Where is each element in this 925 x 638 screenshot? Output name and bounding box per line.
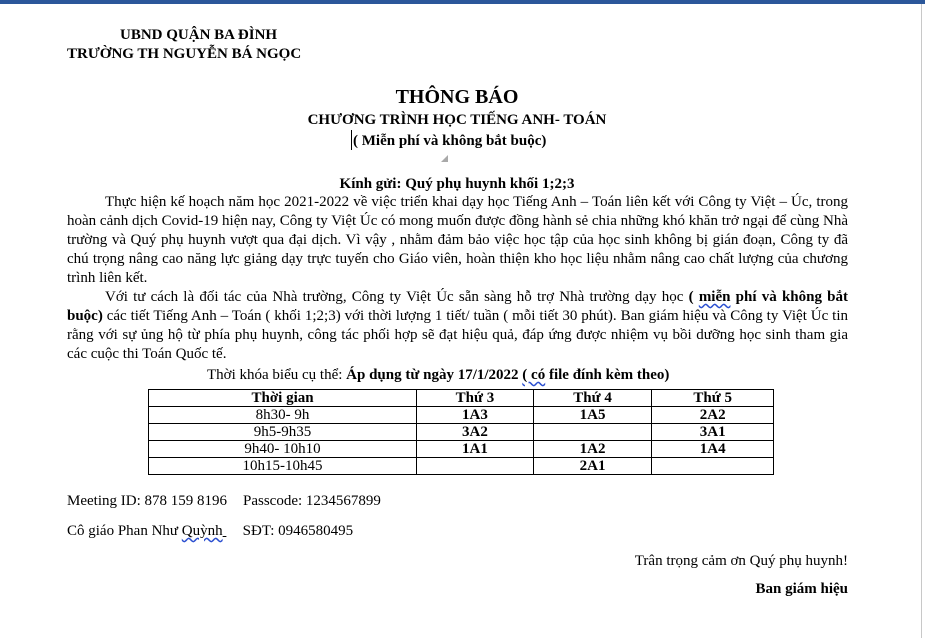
contact-name: Quỳnh bbox=[181, 523, 223, 539]
cell-time: 10h15-10h45 bbox=[149, 458, 417, 475]
contact-line bbox=[67, 522, 353, 540]
org-line-1: UBND QUẬN BA ĐÌNH bbox=[120, 27, 278, 43]
cell-class: 1A1 bbox=[417, 441, 534, 458]
meeting-id: Meeting ID: 878 159 8196 bbox=[67, 493, 227, 509]
cell-class: 2A1 bbox=[533, 458, 652, 475]
cell-class: 1A5 bbox=[533, 407, 652, 424]
meeting-info bbox=[67, 492, 381, 510]
document-title: THÔNG BÁO bbox=[395, 86, 519, 108]
cell-class bbox=[652, 458, 774, 475]
schedule-intro-tail: file đính kèm theo) bbox=[545, 367, 670, 383]
cell-class: 1A3 bbox=[417, 407, 534, 424]
contact-phone: SĐT: 0946580495 bbox=[242, 523, 354, 539]
header-tue: Thứ 3 bbox=[417, 390, 534, 407]
cell-time: 9h40- 10h10 bbox=[149, 441, 417, 458]
paragraph-2 bbox=[67, 288, 848, 364]
paragraph-1-text: Thực hiện kế hoạch năm học 2021-2022 về việc triển khai dạy học Tiếng Anh – Toán liên kết với Công ty Việt – Úc, trong hoàn cảnh dịch Covid-19 hiện nay, Công ty Việt Úc có mong muốn được đồng hành sẻ chia những khó khăn trở ngại để cùng Nhà trường và Quý phụ huynh vượt qua đại dịch. Vì vậy , nhằm đảm bảo việc học tập của học sinh không bị gián đoạn, Công ty đã chú trọng nâng cao năng lực giảng dạy trực tuyến cho Giáo viên, hoàn thiện kho học liệu nhằm nâng cao chất lượng của chương trình liên kết. bbox=[67, 194, 848, 286]
schedule-intro bbox=[207, 366, 669, 384]
table-row bbox=[149, 424, 774, 441]
table-header-row bbox=[149, 390, 774, 407]
header-time: Thời gian bbox=[149, 390, 417, 407]
document-subtitle: CHƯƠNG TRÌNH HỌC TIẾNG ANH- TOÁN bbox=[307, 112, 607, 128]
paragraph-2-bold-underlined: miễn bbox=[698, 289, 731, 305]
paragraph-2-text-b: các tiết Tiếng Anh – Toán ( khối 1;2;3) với thời lượng 1 tiết/ tuần ( mỗi tiết 30 phút). Ban giám hiệu và Công ty Việt Úc tin rằng với sự ủng hộ từ phía phụ huynh, công tác phối hợp sẽ đạt hiệu quả, đáp ứng được nhiệm vụ bồi dưỡng học sinh tham gia các cuộc thi Toán Quốc tế. bbox=[67, 308, 848, 362]
meeting-passcode: Passcode: 1234567899 bbox=[242, 493, 381, 509]
closing-thanks: Trân trọng cảm ơn Quý phụ huynh! bbox=[634, 553, 848, 569]
table-row bbox=[149, 407, 774, 424]
schedule-table bbox=[148, 389, 774, 475]
window-top-bar bbox=[0, 0, 925, 4]
cell-class: 1A2 bbox=[533, 441, 652, 458]
cell-class bbox=[417, 458, 534, 475]
cell-time: 8h30- 9h bbox=[149, 407, 417, 424]
org-line-2: TRƯỜNG TH NGUYỄN BÁ NGỌC bbox=[67, 46, 302, 62]
schedule-intro-underlined: ( có bbox=[522, 367, 546, 383]
document-note: ( Miễn phí và không bắt buộc) bbox=[353, 133, 547, 149]
cell-class: 3A1 bbox=[652, 424, 774, 441]
header-wed: Thứ 4 bbox=[533, 390, 652, 407]
closing-signature: Ban giám hiệu bbox=[755, 581, 848, 597]
cell-class: 2A2 bbox=[652, 407, 774, 424]
page-edge bbox=[921, 4, 922, 638]
cell-class: 1A4 bbox=[652, 441, 774, 458]
paragraph-1 bbox=[67, 193, 848, 288]
greeting-line: Kính gửi: Quý phụ huynh khối 1;2;3 bbox=[339, 176, 575, 192]
paragraph-2-bold-rest: phí và không bắt buộc) bbox=[67, 289, 849, 324]
contact-prefix: Cô giáo Phan Như bbox=[67, 523, 182, 539]
paragraph-2-text-a: Với tư cách là đối tác của Nhà trường, Công ty Việt Úc sẵn sàng hỗ trợ Nhà trường dạy học bbox=[105, 289, 689, 305]
cell-time: 9h5-9h35 bbox=[149, 424, 417, 441]
resize-handle-icon[interactable] bbox=[441, 155, 448, 162]
header-thu: Thứ 5 bbox=[652, 390, 774, 407]
cell-class bbox=[533, 424, 652, 441]
schedule-intro-bold: Áp dụng từ ngày 17/1/2022 bbox=[346, 367, 523, 383]
table-row bbox=[149, 458, 774, 475]
cell-class: 3A2 bbox=[417, 424, 534, 441]
contact-gap bbox=[223, 522, 237, 540]
table-row bbox=[149, 441, 774, 458]
schedule-intro-label: Thời khóa biểu cụ thể: bbox=[207, 367, 347, 383]
paragraph-2-bold-prefix: ( bbox=[688, 289, 699, 305]
text-cursor bbox=[351, 130, 352, 150]
